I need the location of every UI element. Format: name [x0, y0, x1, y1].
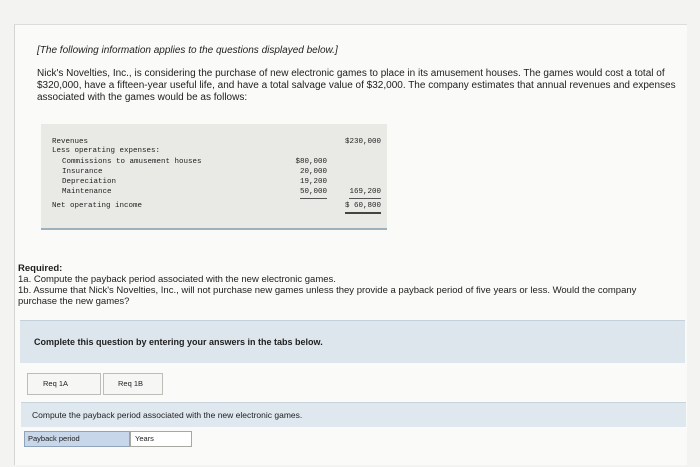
payback-period-label-text: Payback period [28, 434, 80, 443]
required-1a: 1a. Compute the payback period associated with the new electronic games. [18, 274, 336, 285]
expense-row [41, 158, 387, 168]
expense-value: $80,000 [295, 158, 327, 166]
question-bar [21, 402, 686, 427]
less-expenses-row [41, 147, 387, 157]
required-1b: 1b. Assume that Nick's Novelties, Inc., will not purchase new games unless they provide a payback period of five years or less. Would the company purchase the new games? [18, 285, 637, 307]
tab-label: Req 1A [43, 379, 69, 388]
required-heading: Required: [18, 263, 63, 274]
intro-note: [The following information applies to the questions displayed below.] [37, 45, 338, 56]
payback-period-label [24, 431, 130, 447]
question-text: Compute the payback period associated with the new electronic games. [32, 410, 303, 420]
expense-value: 19,200 [299, 178, 327, 186]
payback-period-unit-field[interactable] [130, 431, 192, 447]
tab-label: Req 1B [118, 379, 144, 388]
revenues-label: Revenues [52, 138, 89, 146]
expense-label: Depreciation [62, 178, 117, 186]
less-expenses-label: Less operating expenses: [52, 147, 161, 155]
income-statement-table [41, 124, 387, 230]
instruction-bar [20, 320, 685, 363]
total-expenses-value: 169,200 [349, 188, 381, 199]
expense-label: Insurance [62, 168, 103, 176]
expense-label: Commissions to amusement houses [62, 158, 202, 166]
net-income-label: Net operating income [52, 202, 143, 210]
expense-row [41, 188, 387, 198]
instruction-text: Complete this question by entering your answers in the tabs below. [34, 337, 323, 347]
net-income-value: $ 60,800 [345, 202, 381, 214]
net-income-row [41, 202, 387, 212]
tab-req-1a[interactable] [27, 373, 101, 395]
expense-row [41, 168, 387, 178]
required-section [18, 263, 678, 307]
intro-text [37, 45, 677, 104]
years-unit-label: Years [135, 434, 154, 443]
expense-value: 20,000 [299, 168, 327, 176]
expense-value: 50,000 [300, 188, 327, 199]
revenues-value: $230,000 [344, 138, 381, 146]
expense-row [41, 178, 387, 188]
intro-body: Nick's Novelties, Inc., is considering the purchase of new electronic games to place in its amusement houses. The games would cost a total of $320,000, have a fifteen-year useful life, and have a total salvage value of $32,000. The company estimates that annual revenues and expenses associated with the games would be as follows: [37, 68, 676, 103]
tab-req-1b[interactable] [103, 373, 163, 395]
expense-label: Maintenance [62, 188, 112, 196]
